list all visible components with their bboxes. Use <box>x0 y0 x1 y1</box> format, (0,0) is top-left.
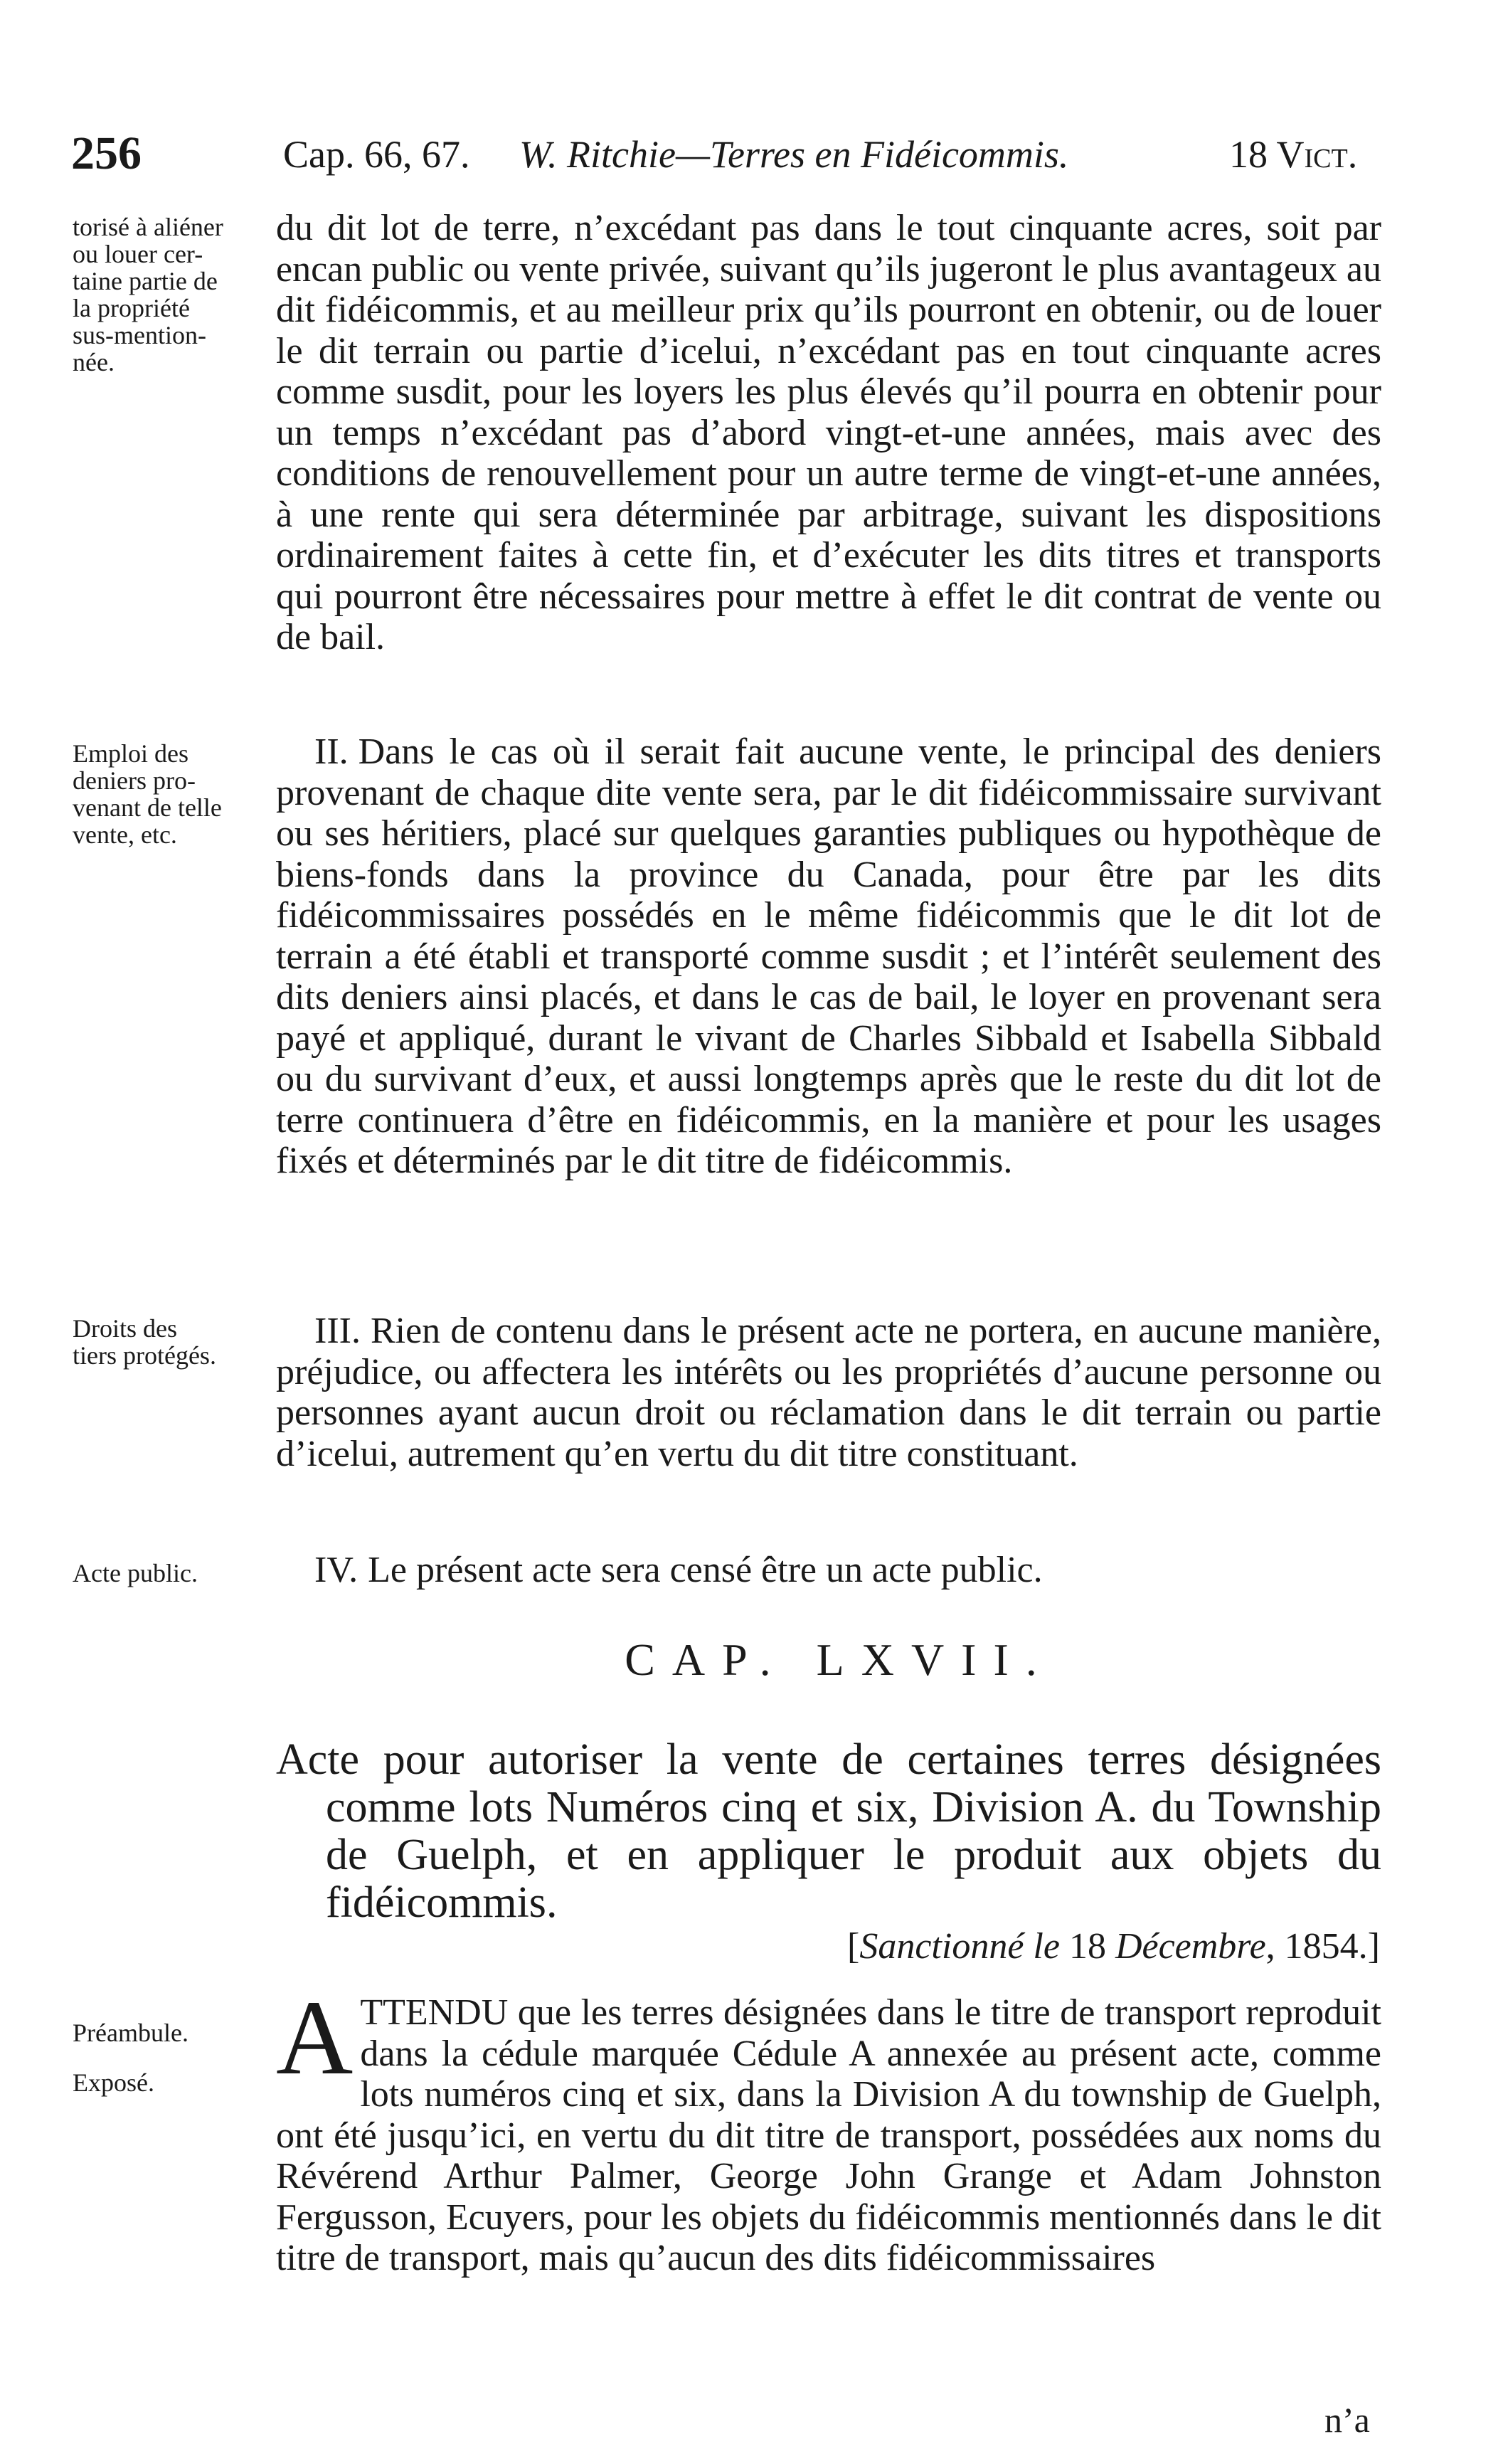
margin-note-preambule: Préambule. Exposé. <box>73 2019 188 2097</box>
header-title: W. Ritchie—Terres en Fidéicommis. <box>519 133 1069 176</box>
act-title: Acte pour autoriser la vente de certaines terres désignées comme lots Numéros cinq et six, Division A. du Township de Guelph, et en appliquer le produit aux objets du fidéicommis. <box>276 1735 1381 1927</box>
margin-note-emploi: Emploi des deniers pro- venant de telle vente, etc. <box>73 739 222 849</box>
running-header <box>71 127 1408 184</box>
section-number: IV. <box>314 1550 359 1590</box>
paragraph-2 <box>276 731 1381 1182</box>
header-chapter: Cap. 66, 67. <box>283 133 470 176</box>
chapter-heading: CAP. LXVII. <box>625 1634 1054 1685</box>
preamble-text: TTENDU que les terres désignées dans le titre de transport reproduit dans la cédule marquée Cédule A annexée au présent acte, comme lots numéros cinq et six, dans la Division A du township de Guelph, ont été jusqu’ici, en vertu du dit titre de transport, possédées aux noms du Révérend Arthur Palmer, George John Grange et Adam Johnston Fergusson, Ecuyers, pour les objets du fidéicommis mentionnés dans le dit titre de transport, mais qu’aucun des dits fidéicommissaires <box>276 1992 1381 2278</box>
catchword: n’a <box>1324 2400 1370 2440</box>
margin-note-droits: Droits des tiers protégés. <box>73 1314 216 1370</box>
paragraph-2-text: Dans le cas où il serait fait aucune vente, le principal des deniers provenant de chaque dite vente sera, par le dit fidéicommissaire survivant ou ses héritiers, placé sur quelques garanties publiques ou hypothèque de biens-fonds dans la province du Canada, pour être par les dits fidéicommissaires possédés en le même fidéicommis que le dit lot de terrain a été établi et transporté comme susdit ; et l’intérêt seulement des dits deniers ainsi placés, et dans le cas de bail, le loyer en provenant sera payé et appliqué, durant le vivant de Charles Sibbald et Isabella Sibbald ou du survivant d’eux, et aussi longtemps après que le reste du dit lot de terre continuera d’être en fidéicommis, en la manière et pour les usages fixés et déterminés par le dit titre de fidéicommis. <box>276 731 1381 1181</box>
paragraph-3 <box>276 1311 1381 1474</box>
drop-cap: A <box>276 1979 354 2097</box>
paragraph-1: du dit lot de terre, n’excédant pas dans le tout cinquante acres, soit par encan public ou vente privée, suivant qu’ils jugeront le plus avantageux au dit fidéicommis, et au meilleur prix qu’ils pourront en obtenir, ou de louer le dit terrain ou partie d’icelui, n’excédant pas en tout cinquante acres comme susdit, pour les loyers les plus élevés qu’il pourra en obtenir pour un temps n’excédant pas d’abord vingt-et-une années, mais avec des conditions de renouvellement pour un autre terme de vingt-et-une années, à une rente qui sera déterminée par arbitrage, suivant les dispositions ordinairement faites à cette fin, et d’exécuter les dits titres et transports qui pourront être nécessaires pour mettre à effet le dit contrat de vente ou de bail. <box>276 208 1381 657</box>
header-reign: 18 Vict. <box>1229 133 1358 176</box>
preamble-paragraph <box>276 1979 1381 2279</box>
margin-note-authorization: torisé à aliéner ou louer cer- taine partie de la propriété sus-mention- née. <box>73 213 223 376</box>
paragraph-3-text: Rien de contenu dans le présent acte ne portera, en aucune manière, préjudice, ou affectera les intérêts ou les propriétés d’aucune personne ou personnes ayant aucun droit ou réclamation dans le dit terrain ou partie d’icelui, autrement qu’en vertu du dit titre constituant. <box>276 1311 1381 1474</box>
paragraph-4 <box>276 1550 1381 1591</box>
paragraph-4-text: Le présent acte sera censé être un acte public. <box>368 1550 1043 1590</box>
sanction-date: [Sanctionné le 18 Décembre, 1854.] <box>847 1926 1380 1967</box>
page-number: 256 <box>71 127 142 179</box>
section-number: III. <box>314 1311 361 1351</box>
section-number: II. <box>314 731 349 772</box>
margin-note-acte-public: Acte public. <box>73 1559 198 1587</box>
